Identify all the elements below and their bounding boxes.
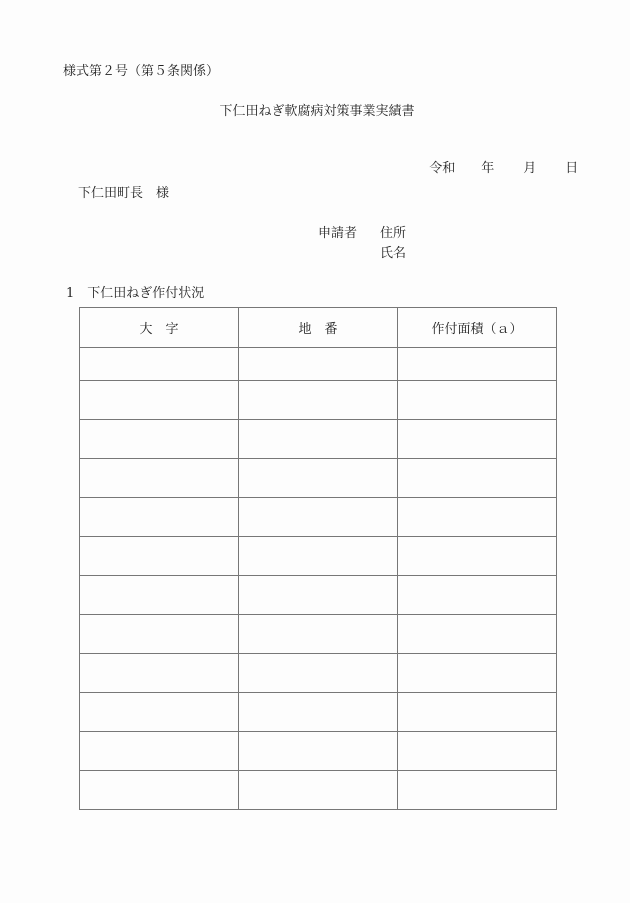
area-cell[interactable] xyxy=(398,537,557,576)
oaza-cell[interactable] xyxy=(80,576,239,615)
chiban-cell[interactable] xyxy=(239,420,398,459)
oaza-cell[interactable] xyxy=(80,615,239,654)
section-heading: 1 下仁田ねぎ作付状況 xyxy=(66,286,205,301)
recipient: 下仁田町長 様 xyxy=(78,186,170,201)
address-field[interactable]: 住所 xyxy=(380,226,407,241)
oaza-cell[interactable] xyxy=(80,381,239,420)
chiban-cell[interactable] xyxy=(239,576,398,615)
date-month-field[interactable]: 月 xyxy=(523,161,537,176)
area-cell[interactable] xyxy=(398,498,557,537)
oaza-cell[interactable] xyxy=(80,459,239,498)
oaza-cell[interactable] xyxy=(80,654,239,693)
area-cell[interactable] xyxy=(398,732,557,771)
applicant-label: 申請者 xyxy=(318,226,358,241)
oaza-cell[interactable] xyxy=(80,771,239,810)
oaza-cell[interactable] xyxy=(80,693,239,732)
date-era: 令和 xyxy=(429,161,456,176)
name-field[interactable]: 氏名 xyxy=(380,246,407,261)
area-cell[interactable] xyxy=(398,576,557,615)
area-cell[interactable] xyxy=(398,771,557,810)
area-cell[interactable] xyxy=(398,420,557,459)
oaza-cell[interactable] xyxy=(80,420,239,459)
chiban-cell[interactable] xyxy=(239,348,398,381)
header-area: 作付面積（ａ） xyxy=(398,308,557,348)
oaza-cell[interactable] xyxy=(80,348,239,381)
oaza-cell[interactable] xyxy=(80,498,239,537)
area-cell[interactable] xyxy=(398,615,557,654)
area-cell[interactable] xyxy=(398,459,557,498)
chiban-cell[interactable] xyxy=(239,381,398,420)
table-row xyxy=(80,459,557,498)
table-header-row xyxy=(80,308,557,348)
chiban-cell[interactable] xyxy=(239,654,398,693)
crop-status-table xyxy=(79,307,557,810)
area-cell[interactable] xyxy=(398,654,557,693)
table-row xyxy=(80,732,557,771)
area-cell[interactable] xyxy=(398,348,557,381)
table-row xyxy=(80,576,557,615)
table-row xyxy=(80,615,557,654)
area-cell[interactable] xyxy=(398,381,557,420)
date-line xyxy=(421,145,578,177)
chiban-cell[interactable] xyxy=(239,693,398,732)
table-row xyxy=(80,348,557,381)
date-day-field[interactable]: 日 xyxy=(565,161,579,176)
document-title: 下仁田ねぎ軟腐病対策事業実績書 xyxy=(219,104,415,119)
area-cell[interactable] xyxy=(398,693,557,732)
table-row xyxy=(80,693,557,732)
oaza-cell[interactable] xyxy=(80,537,239,576)
oaza-cell[interactable] xyxy=(80,732,239,771)
table-row xyxy=(80,654,557,693)
chiban-cell[interactable] xyxy=(239,498,398,537)
chiban-cell[interactable] xyxy=(239,615,398,654)
chiban-cell[interactable] xyxy=(239,459,398,498)
header-oaza: 大 字 xyxy=(80,308,239,348)
table-row xyxy=(80,537,557,576)
chiban-cell[interactable] xyxy=(239,732,398,771)
table-row xyxy=(80,420,557,459)
header-chiban: 地 番 xyxy=(239,308,398,348)
table-row xyxy=(80,771,557,810)
table-row xyxy=(80,381,557,420)
form-number: 様式第２号（第５条関係） xyxy=(63,64,220,79)
chiban-cell[interactable] xyxy=(239,771,398,810)
chiban-cell[interactable] xyxy=(239,537,398,576)
table-row xyxy=(80,498,557,537)
date-year-field[interactable]: 年 xyxy=(481,161,495,176)
